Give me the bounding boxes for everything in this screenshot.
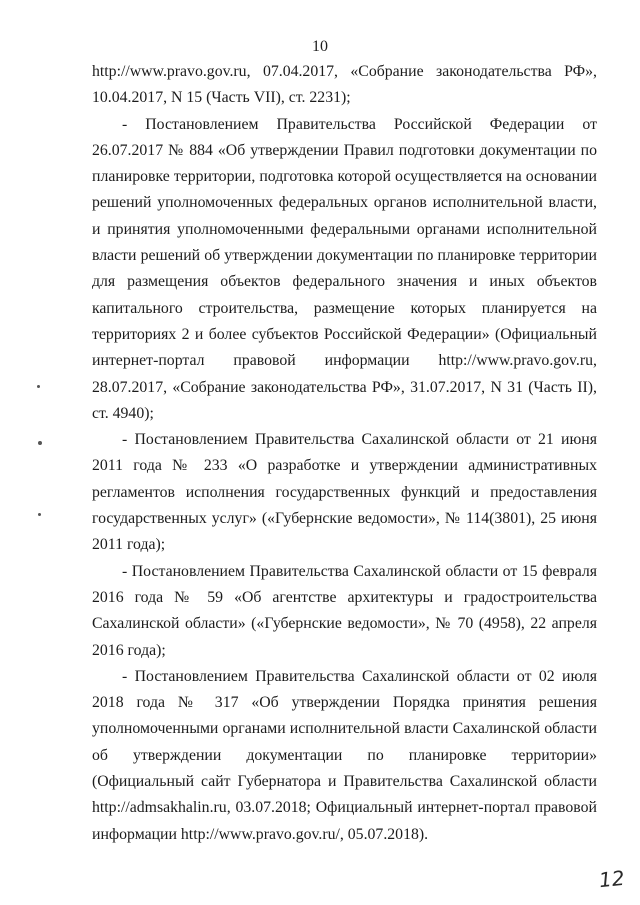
page-number: 10 (312, 38, 328, 55)
paragraph-resolution-233: - Постановлением Правительства Сахалинской области от 21 июня 2011 года № 233 «О разработке и утверждении административных регламентов исполнения государственных функций и предоставления государственных услуг» («Губернские ведомости», № 114(3801), 25 июня 2011 года); (92, 431, 597, 554)
paragraph-resolution-884: - Постановлением Правительства Российской Федерации от 26.07.2017 № 884 «Об утверждении Правил подготовки документации по планировке территории, подготовка которой осуществляется на основании решений уполномоченных федеральных органов исполнительной власти, и принятия уполномоченными федеральными органами исполнительной власти решений об утверждении документации по планировке территории для размещения объектов федерального значения и иных объектов капитального строительства, размещение которых планируется на территориях 2 и более субъектов Российской Федерации» (Официальный интернет-портал правовой информации http://www.pravo.gov.ru, 28.07.2017, «Собрание законодательства РФ», 31.07.2017, N 31 (Часть II), ст. 4940); (92, 115, 597, 422)
handwritten-sheet-number: 12 (597, 865, 626, 893)
scan-speck (38, 513, 41, 516)
scan-speck (38, 441, 42, 445)
scan-speck (37, 385, 40, 388)
paragraph-source-continuation: http://www.pravo.gov.ru, 07.04.2017, «Собрание законодательства РФ», 10.04.2017, N 15 (Часть VII), ст. 2231); (92, 63, 597, 107)
document-body (92, 59, 597, 848)
paragraph-resolution-59: - Постановлением Правительства Сахалинской области от 15 февраля 2016 года № 59 «Об агентстве архитектуры и градостроительства Сахалинской области» («Губернские ведомости», № 70 (4958), 22 апреля 2016 года); (92, 562, 597, 659)
paragraph-resolution-317: - Постановлением Правительства Сахалинской области от 02 июля 2018 года № 317 «Об утверждении Порядка принятия решения уполномоченными органами исполнительной власти Сахалинской области об утверждении документации по планировке территории» (Официальный сайт Губернатора и Правительства Сахалинской области http://admsakhalin.ru, 03.07.2018; Официальный интернет-портал правовой информации http://www.pravo.gov.ru/, 05.07.2018). (92, 667, 597, 843)
